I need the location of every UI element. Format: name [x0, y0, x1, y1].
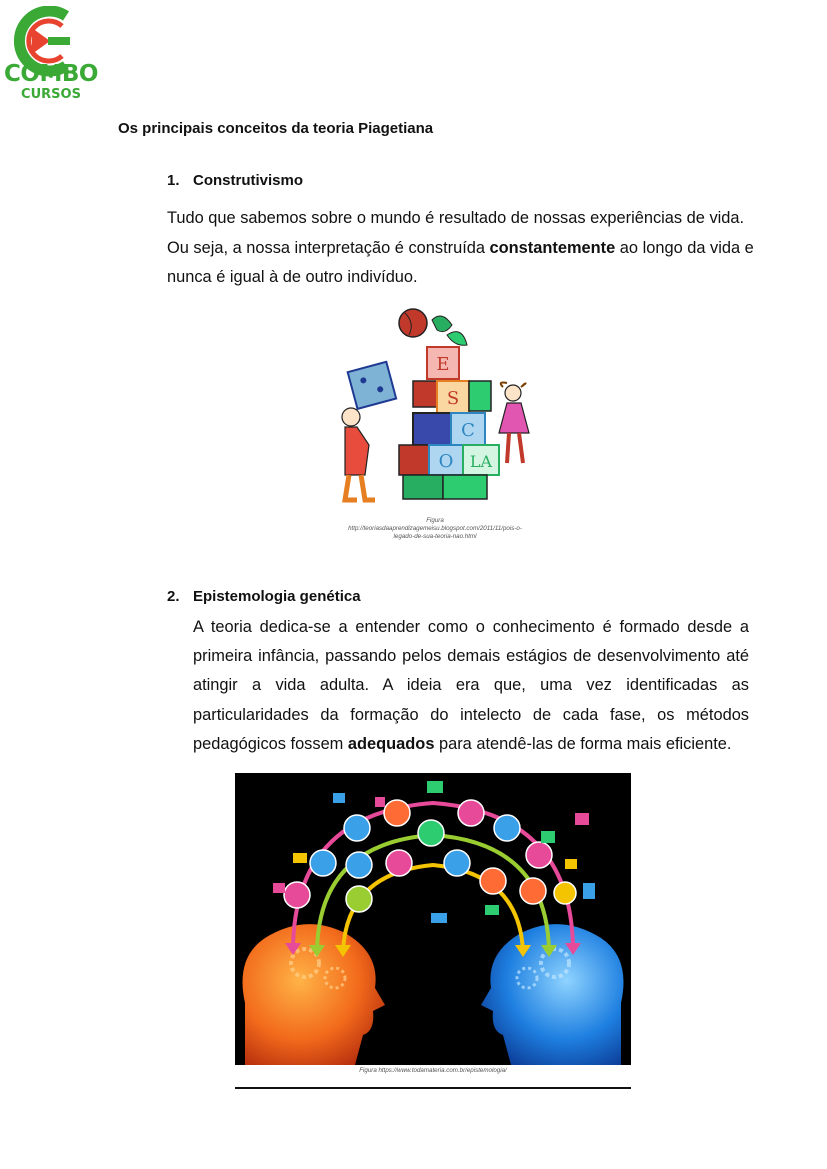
section1-heading: Construtivismo — [193, 172, 304, 189]
section1-text-after: ao longo da vida e nunca é igual à de outro indivíduo. — [167, 238, 754, 286]
figure1-caption — [330, 517, 540, 541]
section1-text-before: Tudo que sabemos sobre o mundo é resultado de nossas experiências de vida. Ou seja, a nossa interpretação é construída — [167, 209, 745, 257]
section2-heading: Epistemologia genética — [193, 588, 361, 605]
figure1-caption-url-1: http://teoriasdaaprendizagemeisu.blogspot.com/2011/11/pois-o- — [348, 525, 522, 532]
figure1-caption-label: Figura — [426, 517, 444, 524]
figure2-caption: Figura https://www.todamateria.com.br/epistemologia/ — [359, 1067, 507, 1074]
section1-paragraph — [167, 204, 757, 293]
figure1-caption-url-2: legado-de-sua-teoria-nao.html — [393, 533, 477, 540]
section2-number: 2. — [167, 588, 180, 605]
figure2-underline — [235, 1087, 631, 1089]
section1-emphasis: constantemente — [489, 238, 616, 257]
block-letter: LA — [469, 452, 493, 471]
section1-number: 1. — [167, 172, 180, 189]
section2-text-before: A teoria dedica-se a entender como o conhecimento é formado desde a primeira infância, passando pelos demais estágios de desenvolvimento até atingir a vida adulta. A ideia era que, uma vez identificadas as particularidades da formação do intelecto de cada fase, os métodos pedagógicos fossem — [193, 618, 749, 753]
section2-paragraph — [193, 613, 749, 759]
page-title: Os principais conceitos da teoria Piagetiana — [118, 120, 434, 137]
block-letter: C — [461, 420, 475, 441]
two-heads-knowledge-illustration — [235, 773, 631, 1065]
children-building-blocks-illustration — [327, 305, 542, 510]
section2-text-after: para atendê-las de forma mais eficiente. — [434, 734, 732, 753]
section2-emphasis: adequados — [347, 734, 435, 753]
block-letter: O — [438, 451, 454, 472]
logo-word-combo: COMBO — [4, 61, 98, 87]
block-letter: S — [446, 388, 460, 409]
logo-word-cursos: CURSOS — [21, 87, 81, 102]
block-letter: E — [436, 354, 450, 375]
